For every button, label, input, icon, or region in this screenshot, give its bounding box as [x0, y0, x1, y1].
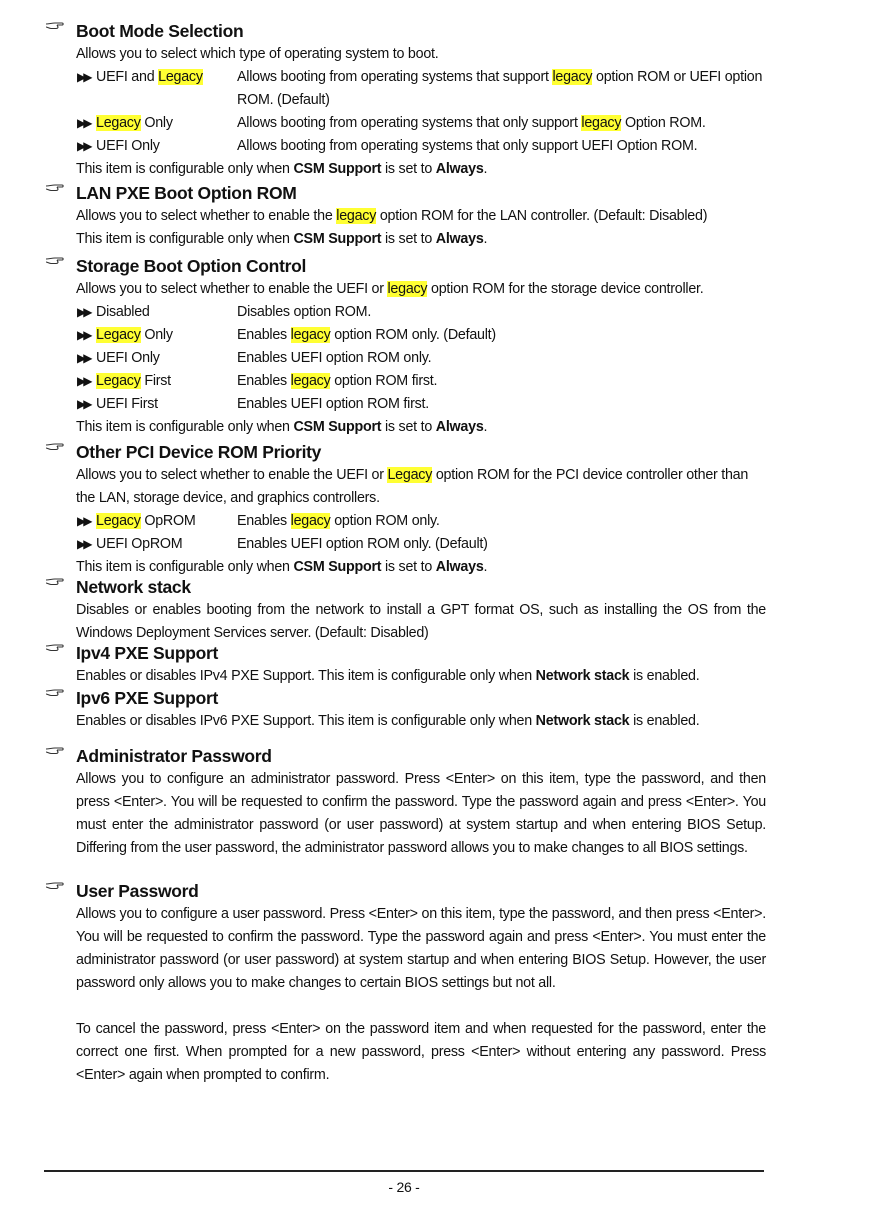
heading-text: Ipv4 PXE Support: [76, 643, 219, 663]
option-desc: Disables option ROM.: [237, 304, 372, 320]
option-desc: Allows booting from operating systems that only support UEFI Option ROM.: [237, 138, 698, 154]
section-boot-mode: [0, 19, 766, 181]
option-desc: Enables UEFI option ROM first.: [237, 396, 429, 412]
section-intro: Allows you to select whether to enable the UEFI or legacy option ROM for the storage device controller.: [76, 281, 704, 297]
option-name: UEFI and Legacy: [96, 69, 203, 85]
option-desc: Allows booting from operating systems that support legacy option ROM or UEFI option ROM. (Default): [237, 69, 763, 108]
section-title: [76, 686, 776, 710]
pointing-hand-icon: [45, 745, 65, 759]
section-ipv4-pxe: [0, 641, 776, 688]
option-name: UEFI Only: [96, 138, 160, 154]
config-note: This item is configurable only when CSM Support is set to Always.: [76, 161, 488, 177]
section-network-stack: [0, 575, 766, 645]
option-desc: Enables legacy option ROM first.: [237, 373, 438, 389]
double-arrow-icon: ▶▶: [77, 70, 90, 84]
section-title: [76, 181, 776, 205]
section-intro: Allows you to select whether to enable the legacy option ROM for the LAN controller. (Default: Disabled): [76, 208, 708, 224]
section-title: [76, 879, 766, 903]
option-legacy-only: [76, 112, 766, 135]
section-ipv6-pxe: [0, 686, 776, 733]
option-name: Legacy First: [96, 373, 171, 389]
section-text: Allows you to configure an administrator password. Press <Enter> on this item, type the password, and then press <Enter>. You will be requested to confirm the password. Type the password again and press <Enter>. You must enter the administrator password (or user password) at system startup and when entering BIOS Setup. Differing from the user password, the administrator password allows you to make changes to all BIOS settings.: [76, 771, 766, 856]
heading-text: Administrator Password: [76, 746, 272, 766]
option-uefi-only: [76, 135, 766, 158]
heading-text: Ipv6 PXE Support: [76, 688, 219, 708]
pointing-hand-icon: [45, 687, 65, 701]
section-text: Enables or disables IPv6 PXE Support. This item is configurable only when Network stack is enabled.: [76, 713, 700, 729]
double-arrow-icon: ▶▶: [77, 537, 90, 551]
double-arrow-icon: ▶▶: [77, 305, 90, 319]
section-text: Allows you to configure a user password. Press <Enter> on this item, type the password, and then press <Enter>. You will be requested to confirm the password. Type the password again and press <Enter>. You must enter the administrator password (or user password) at system startup and when entering BIOS Setup. However, the user password only allows you to make changes to certain BIOS settings but not all.: [76, 906, 766, 991]
option-legacy-first: [76, 370, 776, 393]
heading-text: Other PCI Device ROM Priority: [76, 442, 322, 462]
option-name: Disabled: [96, 304, 150, 320]
section-text-cancel: To cancel the password, press <Enter> on the password item and when requested for the password, enter the correct one first. When prompted for a new password, press <Enter> without entering any password. Press <Enter> again when prompted to confirm.: [76, 1021, 766, 1083]
option-name: Legacy Only: [96, 115, 173, 131]
heading-text: Boot Mode Selection: [76, 21, 244, 41]
option-name: UEFI OpROM: [96, 536, 183, 552]
section-user-password: [0, 879, 766, 1087]
double-arrow-icon: ▶▶: [77, 374, 90, 388]
option-uefi-oprom: [76, 533, 766, 556]
option-desc: Enables UEFI option ROM only.: [237, 350, 432, 366]
option-uefi-and-legacy: [76, 66, 766, 112]
config-note: This item is configurable only when CSM Support is set to Always.: [76, 231, 488, 247]
section-text: Disables or enables booting from the network to install a GPT format OS, such as installing the OS from the Windows Deployment Services server. (Default: Disabled): [76, 602, 766, 641]
section-storage-boot: [0, 254, 776, 439]
section-admin-password: [0, 744, 766, 860]
section-intro: Allows you to select whether to enable the UEFI or Legacy option ROM for the PCI device controller other than the LAN, storage device, and graphics controllers.: [76, 467, 749, 506]
section-intro: Allows you to select which type of operating system to boot.: [76, 46, 439, 62]
heading-text: User Password: [76, 881, 199, 901]
section-title: [76, 575, 766, 599]
section-lan-pxe: [0, 181, 776, 251]
option-name: UEFI First: [96, 396, 158, 412]
pointing-hand-icon: [45, 880, 65, 894]
option-name: UEFI Only: [96, 350, 160, 366]
double-arrow-icon: ▶▶: [77, 139, 90, 153]
option-disabled: [76, 301, 776, 324]
section-title: [76, 641, 776, 665]
section-text: Enables or disables IPv4 PXE Support. This item is configurable only when Network stack is enabled.: [76, 668, 700, 684]
option-desc: Enables legacy option ROM only.: [237, 513, 440, 529]
section-title: [76, 254, 776, 278]
option-desc: Allows booting from operating systems that only support legacy Option ROM.: [237, 115, 706, 131]
page-number: - 26 -: [388, 1179, 420, 1195]
heading-text: LAN PXE Boot Option ROM: [76, 183, 297, 203]
section-title: [76, 440, 766, 464]
pointing-hand-icon: [45, 441, 65, 455]
option-legacy-only: [76, 324, 776, 347]
section-title: [76, 744, 766, 768]
pointing-hand-icon: [45, 20, 65, 34]
heading-text: Network stack: [76, 577, 191, 597]
option-legacy-oprom: [76, 510, 766, 533]
option-uefi-first: [76, 393, 776, 416]
footer-rule: [44, 1170, 764, 1172]
heading-text: Storage Boot Option Control: [76, 256, 307, 276]
section-title: [76, 19, 766, 43]
double-arrow-icon: ▶▶: [77, 397, 90, 411]
section-other-pci: [0, 440, 766, 579]
pointing-hand-icon: [45, 576, 65, 590]
config-note: This item is configurable only when CSM Support is set to Always.: [76, 419, 488, 435]
pointing-hand-icon: [45, 642, 65, 656]
option-desc: Enables UEFI option ROM only. (Default): [237, 536, 488, 552]
pointing-hand-icon: [45, 255, 65, 269]
pointing-hand-icon: [45, 182, 65, 196]
double-arrow-icon: ▶▶: [77, 328, 90, 342]
double-arrow-icon: ▶▶: [77, 351, 90, 365]
option-name: Legacy Only: [96, 327, 173, 343]
double-arrow-icon: ▶▶: [77, 116, 90, 130]
option-name: Legacy OpROM: [96, 513, 196, 529]
option-desc: Enables legacy option ROM only. (Default): [237, 327, 496, 343]
double-arrow-icon: ▶▶: [77, 514, 90, 528]
config-note: This item is configurable only when CSM Support is set to Always.: [76, 559, 488, 575]
option-uefi-only: [76, 347, 776, 370]
